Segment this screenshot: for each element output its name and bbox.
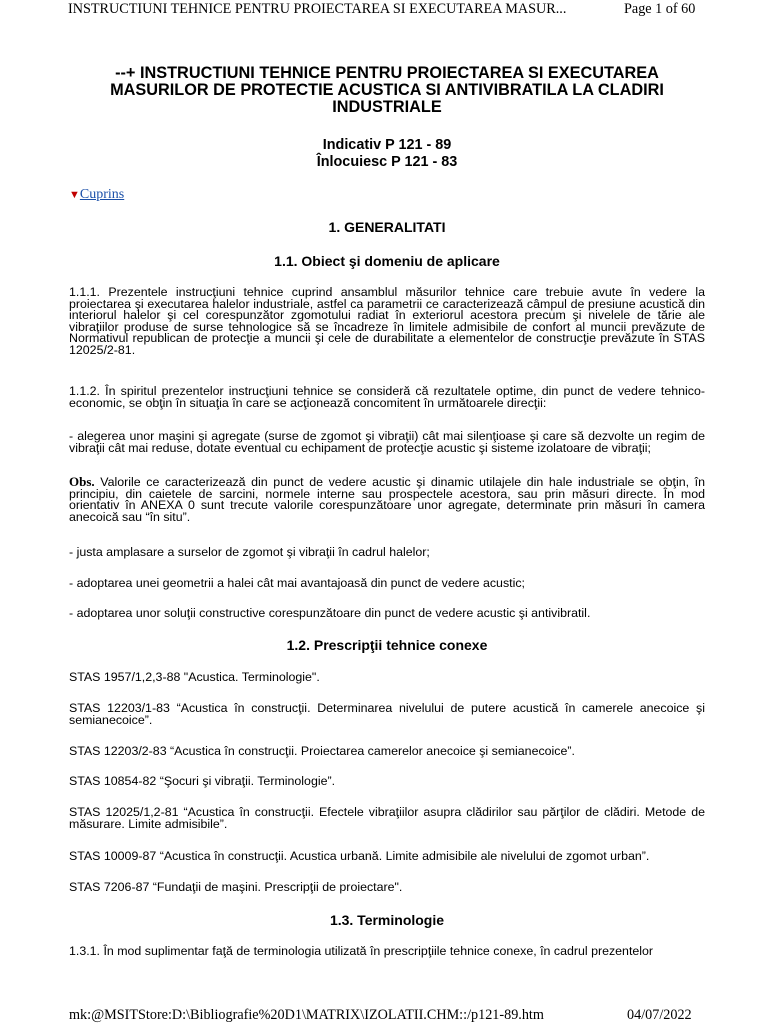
obs-label: Obs. [69,474,95,489]
obs-text: Valorile ce caracterizează din punct de vedere acustic şi dinamic utilajele din hale industriale se obţin, în principiu, din caietele de sarcini, normele interne sau prospectele acestora, sau prin măsuri directe. În mod orientativ în ANEXA 0 sunt trecute valorile corespunzătoare unor agregate, determinate prin măsuri în camera anecoică sau “în situ”. [69,475,705,524]
indicativ-label: Indicativ P 121 - 89 [322,137,452,153]
list-item-bullet-3: - adoptarea unei geometrii a halei cât mai avantajoasă din punct de vedere acustic; [69,576,525,590]
stas-item: STAS 10854-82 “Şocuri şi vibraţii. Terminologie”. [69,774,336,788]
document-title [69,65,705,116]
paragraph-1-1-2: 1.1.2. În spiritul prezentelor instrucţiuni tehnice se consideră că rezultatele optime, din punct de vedere tehnico-economic, se obţin în situaţia în care se acţionează concomitent în următoarele direcţii: [69,384,705,410]
title-line-2: MASURILOR DE PROTECTIE ACUSTICA SI ANTIVIBRATILA LA CLADIRI [110,81,664,99]
stas-item: STAS 12203/1-83 “Acustica în construcţii. Determinarea nivelului de putere acustică în camerele anecoice şi semianecoice”. [69,701,705,727]
stas-item: STAS 12203/2-83 “Acustica în construcţii. Proiectarea camerelor anecoice şi semianecoice”. [69,744,575,758]
footer-date: 04/07/2022 [627,1007,692,1023]
heading-prescriptii: 1.2. Prescripţii tehnice conexe [286,637,488,653]
cuprins-link[interactable]: Cuprins [79,187,125,202]
paragraph-1-3-1: 1.3.1. În mod suplimentar faţă de terminologia utilizată în prescripţiile tehnice conexe, în cadrul prezentelor [69,944,654,958]
toc-link-row [69,187,124,203]
footer-url: mk:@MSITStore:D:\Bibliografie%20D1\MATRIX\IZOLATII.CHM::/p121-89.htm [69,1007,544,1023]
page-header [0,0,768,20]
replaces-label: Înlocuiesc P 121 - 83 [316,154,458,170]
stas-item: STAS 7206-87 “Fundaţii de maşini. Prescripţii de proiectare". [69,880,403,894]
title-line-1: --+ INSTRUCTIUNI TEHNICE PENTRU PROIECTAREA SI EXECUTAREA [115,64,659,82]
heading-obiect: 1.1. Obiect şi domeniu de aplicare [274,253,500,269]
triangle-down-icon: ▼ [69,189,80,201]
obs-paragraph [69,476,705,523]
list-item-bullet-2: - justa amplasare a surselor de zgomot şi vibraţii în cadrul halelor; [69,545,430,559]
indicativ-block [69,137,705,171]
stas-item: STAS 1957/1,2,3-88 "Acustica. Terminologie". [69,670,320,684]
list-item-bullet-4: - adoptarea unor soluţii constructive corespunzătoare din punct de vedere acustic şi antivibratil. [69,606,591,620]
stas-item: STAS 12025/1,2-81 “Acustica în construcţii. Efectele vibraţiilor asupra clădirilor sau părţilor de clădiri. Metode de măsurare. Limite admisibile”. [69,805,705,831]
page-counter: Page 1 of 60 [624,1,696,17]
list-item-bullet-1: - alegerea unor maşini şi agregate (surse de zgomot şi vibraţii) cât mai silenţioase şi care să dezvolte un regim de vibraţii cât mai reduse, dotate eventual cu echipament de protecţie acustic şi sisteme izolatoare de vibraţii; [69,429,705,455]
heading-terminologie: 1.3. Terminologie [329,912,445,928]
page-footer [0,1006,768,1024]
heading-generalitati: 1. GENERALITATI [328,219,446,235]
stas-item: STAS 10009-87 “Acustica în construcţii. Acustica urbană. Limite admisibile ale nivelului de zgomot urban”. [69,849,650,863]
title-line-3: INDUSTRIALE [332,98,442,116]
header-title: INSTRUCTIUNI TEHNICE PENTRU PROIECTAREA SI EXECUTAREA MASUR... [68,1,567,17]
paragraph-1-1-1: 1.1.1. Prezentele instrucţiuni tehnice cuprind ansamblul măsurilor tehnice care trebuie avute în vedere la proiectarea şi executarea halelor industriale, astfel ca parametrii ce caracterizează câmpul de presiune acustică din interiorul halelor şi cel corespunzător zgomotului radiat în exteriorul acestora precum şi nivelele de tărie ale vibraţiilor produse de surse tehnologice să se încadreze în limitele admisibile de confort al muncii prevăzute de Normativul republican de protecţie a muncii şi cele de durabilitate a elementelor de construcţie prevăzute în STAS 12025/2-81. [69,285,705,357]
